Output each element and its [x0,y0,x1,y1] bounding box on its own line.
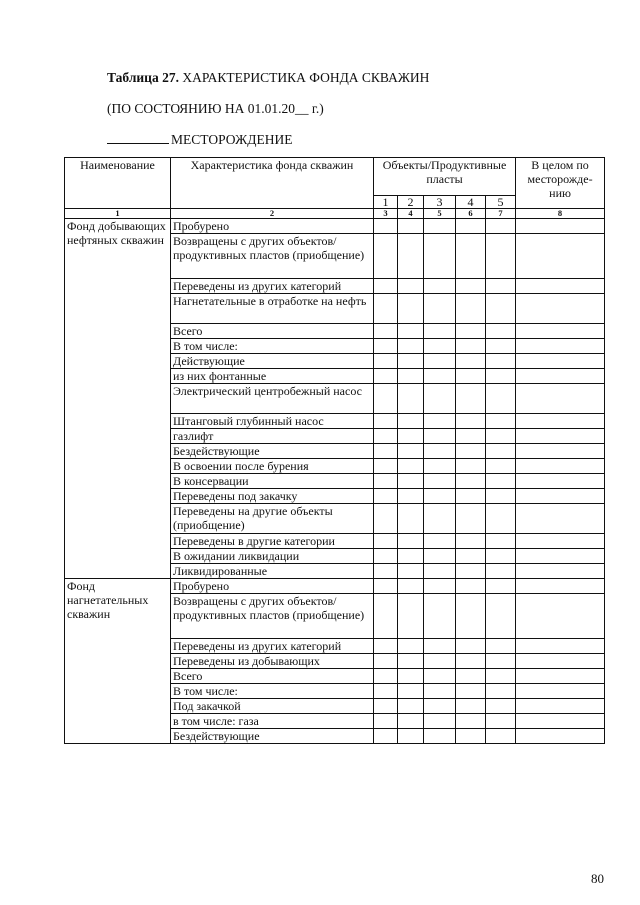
object-value-cell[interactable] [486,354,516,369]
object-value-cell[interactable] [456,714,486,729]
object-value-cell[interactable] [456,699,486,714]
header-name: Наименование [65,158,171,209]
object-value-cell[interactable] [374,564,398,579]
table-title [107,70,429,86]
object-value-cell[interactable] [374,474,398,489]
row-label: Ликвидированные [171,564,374,579]
object-value-cell[interactable] [374,654,398,669]
column-index-cell: 8 [516,209,605,219]
object-value-cell[interactable] [374,354,398,369]
column-index-cell: 5 [424,209,456,219]
object-value-cell[interactable] [374,279,398,294]
row-label: В том числе: [171,339,374,354]
object-value-cell[interactable] [398,714,424,729]
object-number-header: 1 [374,196,398,209]
row-label: Всего [171,324,374,339]
object-value-cell[interactable] [424,414,456,429]
object-value-cell[interactable] [424,549,456,564]
object-value-cell[interactable] [424,564,456,579]
object-value-cell[interactable] [486,729,516,744]
object-value-cell[interactable] [456,564,486,579]
total-value-cell[interactable] [516,354,605,369]
column-index-cell: 1 [65,209,171,219]
object-value-cell[interactable] [374,504,398,534]
object-value-cell[interactable] [456,384,486,414]
object-value-cell[interactable] [398,459,424,474]
object-value-cell[interactable] [374,294,398,324]
object-number-header: 3 [424,196,456,209]
object-value-cell[interactable] [424,279,456,294]
object-value-cell[interactable] [374,219,398,234]
object-value-cell[interactable] [424,354,456,369]
column-index-row [65,209,605,219]
object-value-cell[interactable] [374,714,398,729]
object-value-cell[interactable] [374,684,398,699]
object-value-cell[interactable] [456,354,486,369]
row-label: Возвращены с других объектов/продуктивных пластов (приобщение) [171,234,374,279]
object-value-cell[interactable] [398,474,424,489]
object-value-cell[interactable] [486,594,516,639]
total-value-cell[interactable] [516,324,605,339]
object-number-header: 5 [486,196,516,209]
total-value-cell[interactable] [516,549,605,564]
total-value-cell[interactable] [516,414,605,429]
object-value-cell[interactable] [398,414,424,429]
field-label: МЕСТОРОЖДЕНИЕ [171,132,293,147]
object-value-cell[interactable] [398,444,424,459]
table-row [65,219,605,234]
object-value-cell[interactable] [398,594,424,639]
column-index-cell: 7 [486,209,516,219]
object-value-cell[interactable] [456,594,486,639]
total-value-cell[interactable] [516,384,605,414]
object-value-cell[interactable] [398,339,424,354]
row-label: Возвращены с других объектов/продуктивных пластов (приобщение) [171,594,374,639]
object-value-cell[interactable] [486,534,516,549]
table-body [65,158,605,744]
object-value-cell[interactable] [374,579,398,594]
object-value-cell[interactable] [486,384,516,414]
total-value-cell[interactable] [516,534,605,549]
object-value-cell[interactable] [398,684,424,699]
object-value-cell[interactable] [424,579,456,594]
object-value-cell[interactable] [456,639,486,654]
object-value-cell[interactable] [374,729,398,744]
object-value-cell[interactable] [424,534,456,549]
row-label: Под закачкой [171,699,374,714]
column-index-cell: 4 [398,209,424,219]
row-label: В том числе: [171,684,374,699]
header-total: В целом по месторожде-нию [516,158,605,209]
object-value-cell[interactable] [486,669,516,684]
object-value-cell[interactable] [456,234,486,279]
object-value-cell[interactable] [374,534,398,549]
object-value-cell[interactable] [456,324,486,339]
object-value-cell[interactable] [374,639,398,654]
page-number: 80 [591,871,604,886]
total-value-cell[interactable] [516,729,605,744]
object-value-cell[interactable] [424,339,456,354]
object-value-cell[interactable] [486,474,516,489]
object-value-cell[interactable] [424,654,456,669]
object-value-cell[interactable] [486,444,516,459]
object-value-cell[interactable] [374,459,398,474]
total-value-cell[interactable] [516,489,605,504]
object-value-cell[interactable] [424,489,456,504]
object-value-cell[interactable] [456,654,486,669]
row-label: Переведены из других категорий [171,279,374,294]
object-value-cell[interactable] [486,684,516,699]
object-value-cell[interactable] [424,294,456,324]
object-value-cell[interactable] [486,714,516,729]
total-value-cell[interactable] [516,699,605,714]
object-value-cell[interactable] [486,504,516,534]
total-value-cell[interactable] [516,564,605,579]
row-label: Переведены на другие объекты (приобщение) [171,504,374,534]
total-value-cell[interactable] [516,579,605,594]
object-value-cell[interactable] [486,324,516,339]
column-index-cell: 6 [456,209,486,219]
row-label: газлифт [171,429,374,444]
object-value-cell[interactable] [374,669,398,684]
group-name: Фонд нагнетательных скважин [65,579,171,744]
object-value-cell[interactable] [424,504,456,534]
as-of-date: (ПО СОСТОЯНИЮ НА 01.01.20__ г.) [107,101,324,116]
object-value-cell[interactable] [486,639,516,654]
total-value-cell[interactable] [516,369,605,384]
object-value-cell[interactable] [424,714,456,729]
total-value-cell[interactable] [516,279,605,294]
object-value-cell[interactable] [486,414,516,429]
row-label: Переведены под закачку [171,489,374,504]
object-value-cell[interactable] [424,459,456,474]
row-label: Действующие [171,354,374,369]
object-value-cell[interactable] [486,564,516,579]
object-value-cell[interactable] [486,579,516,594]
row-label: Переведены в другие категории [171,534,374,549]
row-label: Переведены из добывающих [171,654,374,669]
object-value-cell[interactable] [424,234,456,279]
object-value-cell[interactable] [374,384,398,414]
object-value-cell[interactable] [456,429,486,444]
object-value-cell[interactable] [486,369,516,384]
total-value-cell[interactable] [516,594,605,639]
object-value-cell[interactable] [398,699,424,714]
object-value-cell[interactable] [398,294,424,324]
object-value-cell[interactable] [424,684,456,699]
object-value-cell[interactable] [456,579,486,594]
object-value-cell[interactable] [374,594,398,639]
object-value-cell[interactable] [398,579,424,594]
object-value-cell[interactable] [456,339,486,354]
total-value-cell[interactable] [516,654,605,669]
object-value-cell[interactable] [374,489,398,504]
object-value-cell[interactable] [398,219,424,234]
row-label: Штанговый глубинный насос [171,414,374,429]
row-label: Бездействующие [171,444,374,459]
object-value-cell[interactable] [456,279,486,294]
total-value-cell[interactable] [516,474,605,489]
object-value-cell[interactable] [398,384,424,414]
object-value-cell[interactable] [456,414,486,429]
total-value-cell[interactable] [516,444,605,459]
object-value-cell[interactable] [486,459,516,474]
object-value-cell[interactable] [374,339,398,354]
object-value-cell[interactable] [374,444,398,459]
object-value-cell[interactable] [486,549,516,564]
object-value-cell[interactable] [398,654,424,669]
total-value-cell[interactable] [516,684,605,699]
object-value-cell[interactable] [398,429,424,444]
object-value-cell[interactable] [398,354,424,369]
object-number-header: 4 [456,196,486,209]
table-title-text: ХАРАКТЕРИСТИКА ФОНДА СКВАЖИН [182,70,430,85]
object-value-cell[interactable] [456,474,486,489]
object-value-cell[interactable] [424,369,456,384]
field-name-line [107,131,292,148]
object-value-cell[interactable] [424,429,456,444]
object-value-cell[interactable] [486,699,516,714]
object-value-cell[interactable] [424,594,456,639]
object-value-cell[interactable] [424,324,456,339]
row-label: В ожидании ликвидации [171,549,374,564]
object-value-cell[interactable] [456,729,486,744]
object-value-cell[interactable] [456,669,486,684]
total-value-cell[interactable] [516,639,605,654]
field-name-blank [107,131,169,144]
object-value-cell[interactable] [424,669,456,684]
object-value-cell[interactable] [374,369,398,384]
header-characteristic: Характеристика фонда скважин [171,158,374,209]
header-objects: Объекты/Продуктивные пласты [374,158,516,196]
well-stock-table [64,157,605,744]
total-value-cell[interactable] [516,234,605,279]
object-value-cell[interactable] [374,324,398,339]
object-value-cell[interactable] [424,444,456,459]
object-value-cell[interactable] [424,699,456,714]
table-label: Таблица 27. [107,70,179,85]
object-value-cell[interactable] [456,549,486,564]
total-value-cell[interactable] [516,219,605,234]
object-value-cell[interactable] [374,234,398,279]
object-value-cell[interactable] [398,489,424,504]
object-number-header: 2 [398,196,424,209]
object-value-cell[interactable] [374,549,398,564]
total-value-cell[interactable] [516,504,605,534]
object-value-cell[interactable] [456,459,486,474]
total-value-cell[interactable] [516,714,605,729]
object-value-cell[interactable] [486,219,516,234]
table-row [65,579,605,594]
object-value-cell[interactable] [486,279,516,294]
object-value-cell[interactable] [398,549,424,564]
object-value-cell[interactable] [456,444,486,459]
row-label: в том числе: газа [171,714,374,729]
object-value-cell[interactable] [456,684,486,699]
object-value-cell[interactable] [456,534,486,549]
object-value-cell[interactable] [456,369,486,384]
object-value-cell[interactable] [374,429,398,444]
object-value-cell[interactable] [486,489,516,504]
row-label: Бездействующие [171,729,374,744]
object-value-cell[interactable] [398,234,424,279]
object-value-cell[interactable] [424,474,456,489]
object-value-cell[interactable] [486,234,516,279]
object-value-cell[interactable] [424,384,456,414]
column-index-cell: 2 [171,209,374,219]
row-label: В освоении после бурения [171,459,374,474]
object-value-cell[interactable] [456,504,486,534]
row-label: из них фонтанные [171,369,374,384]
object-value-cell[interactable] [374,699,398,714]
total-value-cell[interactable] [516,339,605,354]
object-value-cell[interactable] [398,504,424,534]
object-value-cell[interactable] [456,489,486,504]
row-label: Пробурено [171,579,374,594]
row-label: Всего [171,669,374,684]
total-value-cell[interactable] [516,429,605,444]
total-value-cell[interactable] [516,669,605,684]
row-label: Пробурено [171,219,374,234]
object-value-cell[interactable] [486,429,516,444]
total-value-cell[interactable] [516,459,605,474]
column-index-cell: 3 [374,209,398,219]
object-value-cell[interactable] [398,564,424,579]
object-value-cell[interactable] [456,294,486,324]
row-label: В консервации [171,474,374,489]
object-value-cell[interactable] [374,414,398,429]
object-value-cell[interactable] [398,729,424,744]
row-label: Переведены из других категорий [171,639,374,654]
object-value-cell[interactable] [398,534,424,549]
object-value-cell[interactable] [398,279,424,294]
row-label: Электрический центробежный насос [171,384,374,414]
group-name: Фонд добывающих нефтяных скважин [65,219,171,579]
object-value-cell[interactable] [486,654,516,669]
object-value-cell[interactable] [398,369,424,384]
object-value-cell[interactable] [398,324,424,339]
object-value-cell[interactable] [398,669,424,684]
object-value-cell[interactable] [456,219,486,234]
object-value-cell[interactable] [398,639,424,654]
object-value-cell[interactable] [486,339,516,354]
row-label: Нагнетательные в отработке на нефть [171,294,374,324]
object-value-cell[interactable] [424,639,456,654]
object-value-cell[interactable] [424,729,456,744]
total-value-cell[interactable] [516,294,605,324]
object-value-cell[interactable] [486,294,516,324]
object-value-cell[interactable] [424,219,456,234]
